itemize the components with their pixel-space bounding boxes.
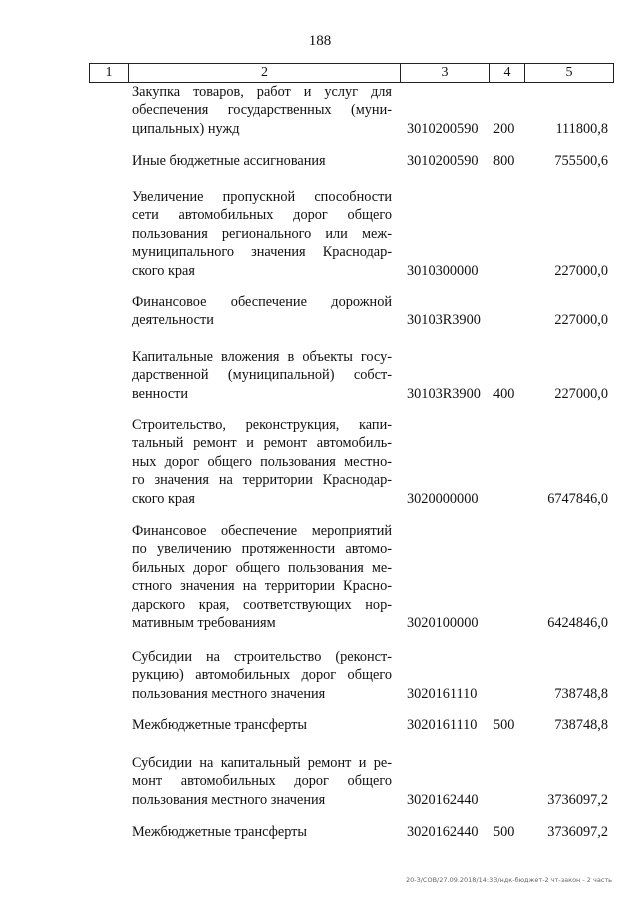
row-sum: 738748,8	[554, 717, 608, 733]
row-name-line: пользования местного значения	[132, 791, 326, 808]
row-name-line: пользования местного значения	[132, 685, 326, 702]
row-kind: 400	[493, 385, 515, 402]
row-name	[132, 416, 392, 508]
row-name	[132, 522, 392, 632]
row-name-line: монт автомобильных дорог общего	[132, 773, 392, 790]
row-name	[132, 152, 392, 170]
row-name-line: дарского края, соответствующих нор-	[132, 596, 392, 613]
row-name	[132, 716, 392, 734]
row-name-line: дарственной (муниципальной) собст-	[132, 367, 392, 384]
row-sum: 755500,6	[554, 153, 608, 169]
row-code: 3020162440	[407, 791, 479, 808]
row-name-line: ципальных) нужд	[132, 120, 240, 137]
row-kind: 800	[493, 153, 515, 169]
header-col-5: 5	[565, 65, 573, 80]
row-code: 3020161110	[407, 685, 478, 702]
row-name-line: Финансовое обеспечение мероприятий	[132, 523, 392, 539]
header-col-2: 2	[261, 65, 268, 80]
row-code: 30103R3900	[407, 312, 481, 329]
row-name-line: мативным требованиям	[132, 615, 276, 632]
row-name-line: Капитальные вложения в объекты госу-	[132, 349, 392, 365]
row-sum: 6424846,0	[547, 615, 608, 631]
table-header	[89, 63, 614, 83]
row-kind: 500	[493, 717, 515, 733]
row-sum: 227000,0	[554, 312, 608, 329]
footer-stamp: 20-3/СОВ/27.09.2018/14:33/ндк-бюджет-2 чт-закон - 2 часть	[405, 876, 612, 884]
row-name-line: сети автомобильных дорог общего	[132, 207, 392, 224]
row-name-line: Закупка товаров, работ и услуг для	[132, 84, 392, 100]
row-name-line: ных дорог общего пользования местно-	[132, 453, 392, 470]
row-name-line: Межбюджетные трансферты	[132, 824, 308, 840]
row-name	[132, 348, 392, 403]
row-name	[132, 293, 392, 330]
row-name-line: го значения на территории Краснодар-	[132, 472, 392, 489]
row-code: 3020000000	[407, 490, 479, 507]
page-number: 188	[308, 33, 332, 49]
row-sum: 6747846,0	[547, 490, 608, 507]
row-name-line: бильных дорог общего пользования ме-	[132, 559, 392, 576]
header-col-4: 4	[503, 65, 511, 80]
row-name-line: Субсидии на капитальный ремонт и ре-	[132, 755, 392, 771]
row-name-line: Межбюджетные трансферты	[132, 717, 308, 733]
row-name-line: пользования регионального или меж-	[132, 225, 392, 242]
row-name-line: муниципального значения Краснодар-	[132, 244, 392, 261]
row-name-line: тальный ремонт и ремонт автомобиль-	[132, 435, 392, 452]
row-kind: 200	[493, 120, 515, 137]
row-code: 3010200590	[407, 153, 479, 169]
row-name-line: венности	[132, 385, 189, 402]
row-kind: 500	[493, 824, 515, 840]
row-name	[132, 754, 392, 809]
row-name-line: ского края	[132, 490, 195, 507]
header-col-3: 3	[441, 65, 449, 80]
row-code: 3020162440	[407, 824, 479, 840]
row-code: 3020100000	[407, 615, 479, 631]
row-name-line: Строительство, реконструкция, капи-	[132, 417, 392, 433]
row-sum: 3736097,2	[547, 791, 608, 808]
row-code: 3020161110	[407, 717, 478, 733]
row-code: 3010300000	[407, 262, 479, 279]
row-name-line: Увеличение пропускной способности	[132, 189, 392, 205]
row-name-line: Иные бюджетные ассигнования	[132, 153, 326, 169]
row-name	[132, 823, 392, 841]
row-sum: 3736097,2	[547, 824, 608, 840]
header-col-1: 1	[105, 65, 113, 80]
row-name-line: деятельности	[132, 312, 214, 329]
row-sum: 227000,0	[554, 262, 608, 279]
row-sum: 738748,8	[554, 685, 608, 702]
row-code: 30103R3900	[407, 385, 481, 402]
row-name-line: рукцию) автомобильных дорог общего	[132, 667, 392, 684]
row-name	[132, 648, 392, 703]
row-name	[132, 188, 392, 280]
row-name-line: обеспечения государственных (муни-	[132, 102, 392, 119]
row-sum: 227000,0	[554, 385, 608, 402]
row-name-line: стного значения на территории Красно-	[132, 578, 392, 595]
row-name-line: Финансовое обеспечение дорожной	[132, 294, 392, 310]
row-name-line: Субсидии на строительство (реконст-	[132, 649, 392, 665]
row-name	[132, 83, 392, 138]
row-code: 3010200590	[407, 120, 479, 137]
row-sum: 111800,8	[555, 120, 608, 137]
row-name-line: ского края	[132, 262, 195, 279]
row-name-line: по увеличению протяженности автомо-	[132, 541, 392, 558]
